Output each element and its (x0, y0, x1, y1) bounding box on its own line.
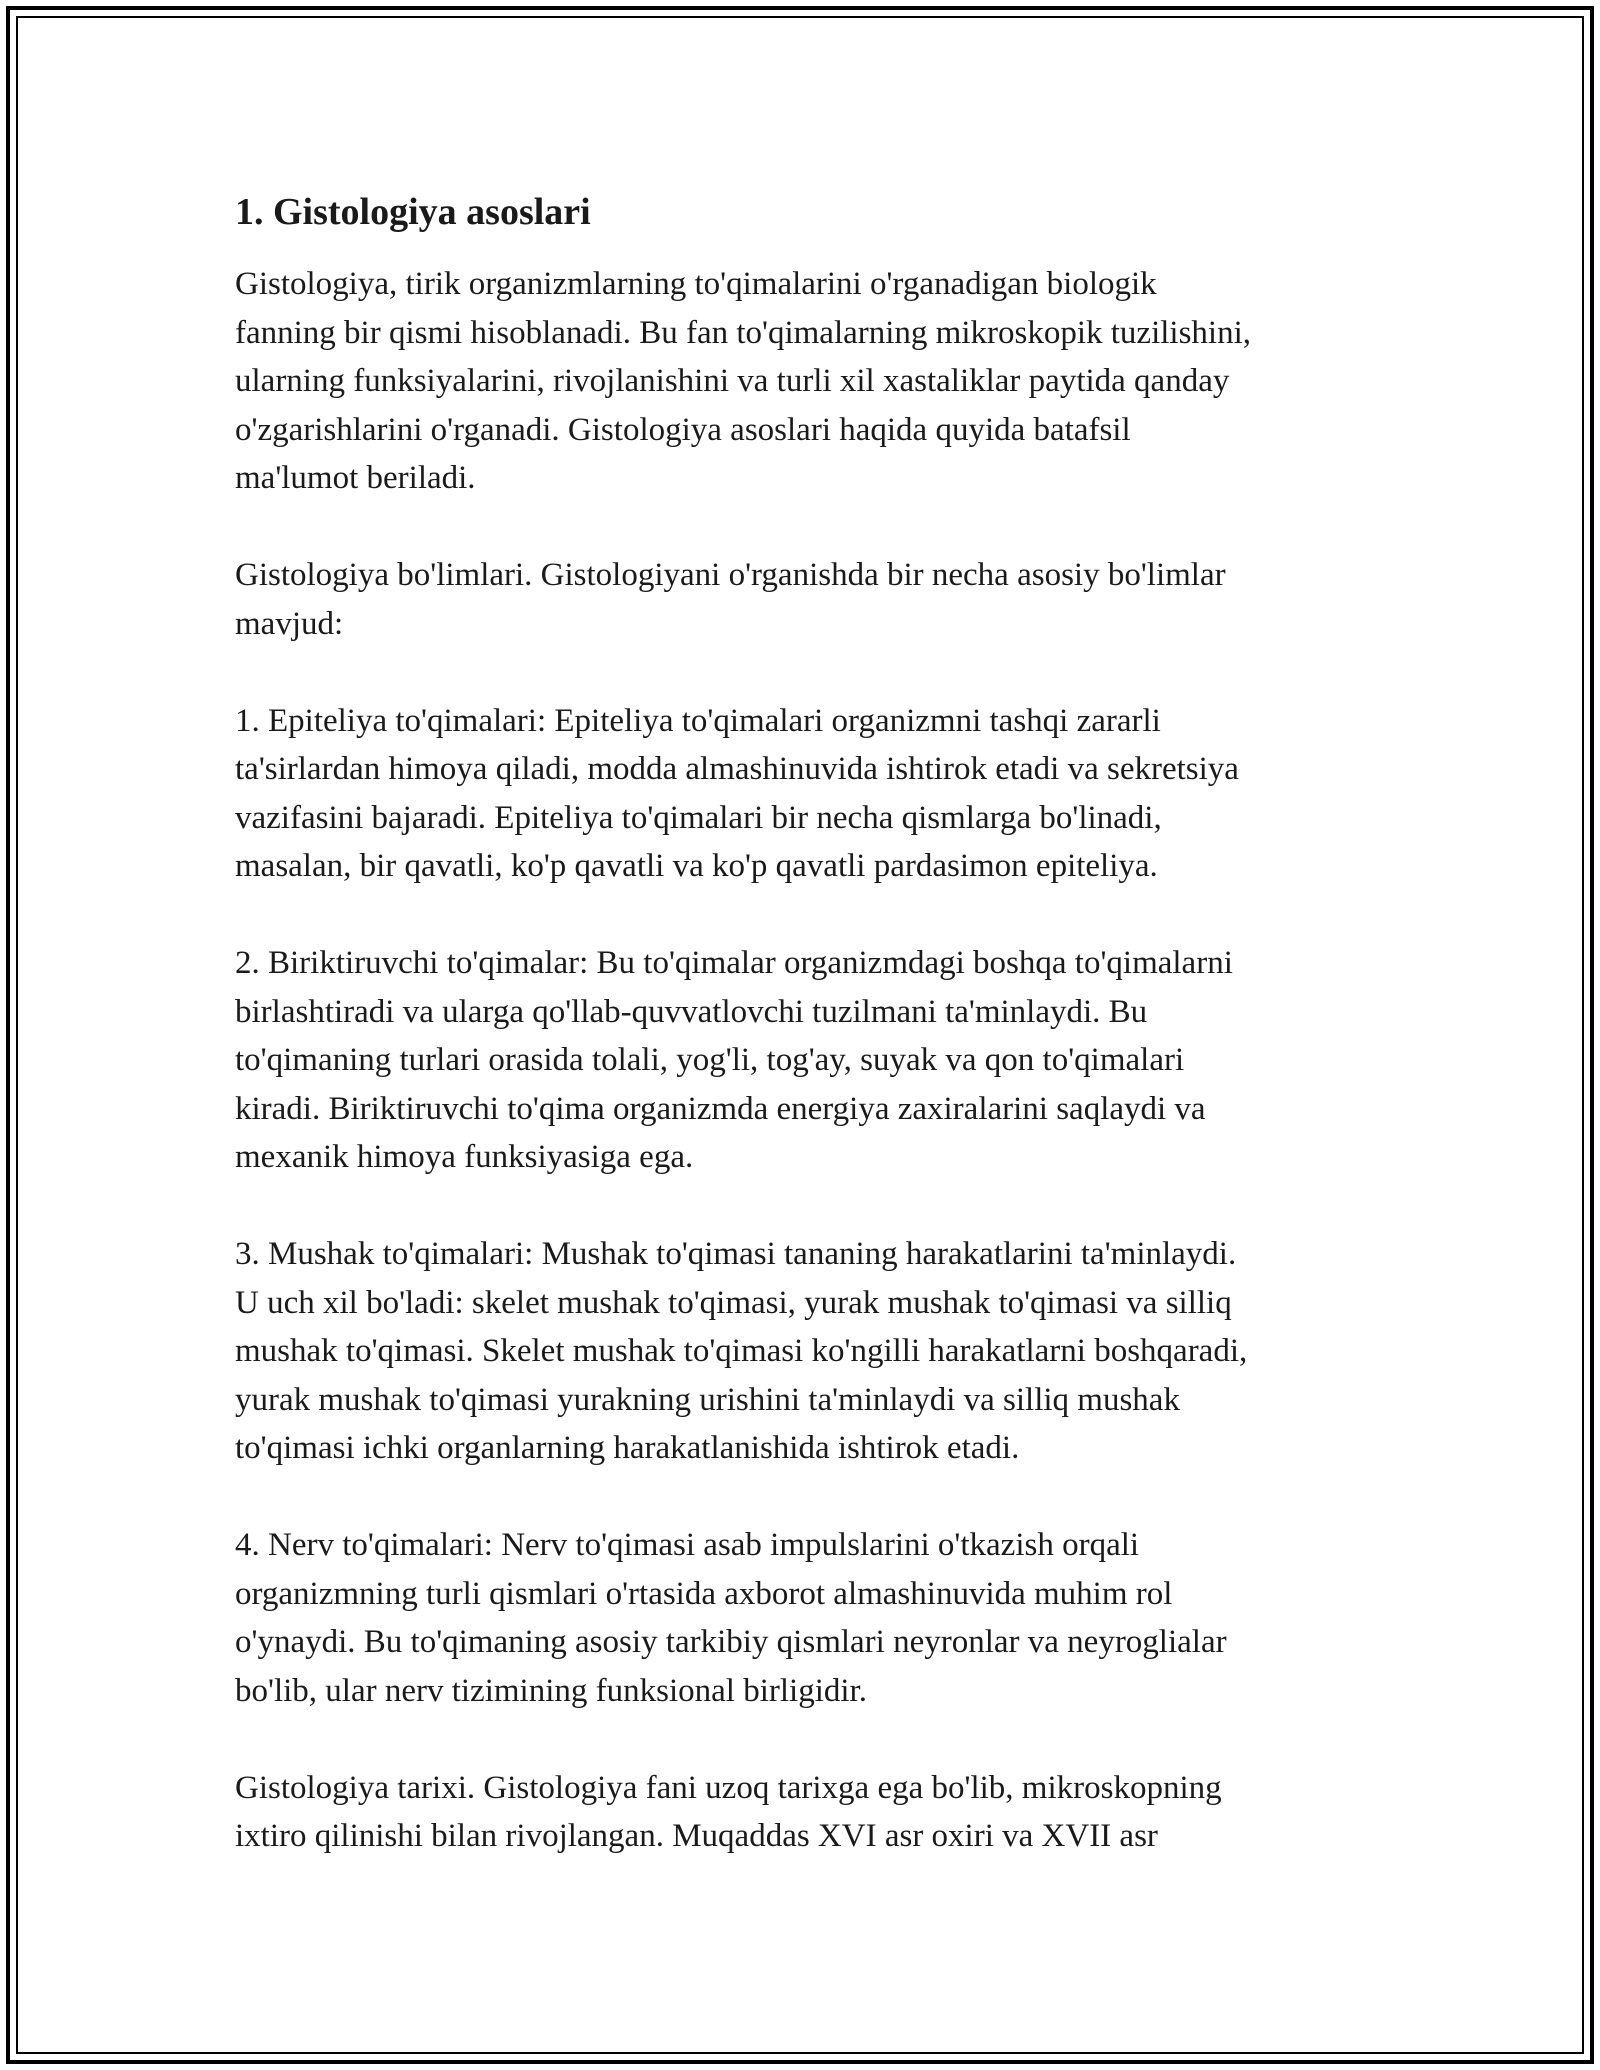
section-title: 1. Gistologiya asoslari (235, 191, 591, 233)
history-paragraph: Gistologiya tarixi. Gistologiya fani uzoq tarixga ega bo'lib, mikroskopning ixtiro qilinishi bilan rivojlangan. Muqaddas XVI asr oxiri va XVII asr (235, 1769, 1222, 1854)
sections-intro-paragraph: Gistologiya bo'limlari. Gistologiyani o'rganishda bir necha asosiy bo'limlar mavjud: (235, 557, 1226, 642)
muscle-tissue-paragraph: 3. Mushak to'qimalari: Mushak to'qimasi tananing harakatlarini ta'minlaydi. U uch xil bo'ladi: skelet mushak to'qimasi, yurak mushak to'qimasi va silliq mushak to'qimasi. Skelet mushak to'qimasi ko'ngilli harakatlarni boshqaradi, yurak mushak to'qimasi yurakning urishini ta'minlaydi va silliq mushak to'qimasi ichki organlarning harakatlanishida ishtirok etadi. (235, 1236, 1248, 1466)
nerve-tissue-paragraph: 4. Nerv to'qimalari: Nerv to'qimasi asab impulslarini o'tkazish orqali organizmning turli qismlari o'rtasida axborot almashinuvida muhim rol o'ynaydi. Bu to'qimaning asosiy tarkibiy qismlari neyronlar va neyroglialar bo'lib, ular nerv tizimining funksional birligidir. (235, 1527, 1227, 1709)
connective-tissue-paragraph: 2. Biriktiruvchi to'qimalar: Bu to'qimalar organizmdagi boshqa to'qimalarni birlashtiradi va ularga qo'llab-quvvatlovchi tuzilmani ta'minlaydi. Bu to'qimaning turlari orasida tolali, yog'li, tog'ay, suyak va qon to'qimalari kiradi. Biriktiruvchi to'qima organizmda energiya zaxiralarini saqlaydi va mexanik himoya funksiyasiga ega. (235, 945, 1233, 1175)
document-body (235, 186, 1375, 1909)
epithelial-tissue-paragraph: 1. Epiteliya to'qimalari: Epiteliya to'qimalari organizmni tashqi zararli ta'sirlardan himoya qiladi, modda almashinuvida ishtirok etadi va sekretsiya vazifasini bajaradi. Epiteliya to'qimalari bir necha qismlarga bo'linadi, masalan, bir qavatli, ko'p qavatli va ko'p qavatli pardasimon epiteliya. (235, 702, 1239, 884)
intro-paragraph: Gistologiya, tirik organizmlarning to'qimalarini o'rganadigan biologik fanning bir qismi hisoblanadi. Bu fan to'qimalarning mikroskopik tuzilishini, ularning funksiyalarini, rivojlanishini va turli xil xastaliklar paytida qanday o'zgarishlarini o'rganadi. Gistologiya asoslari haqida quyida batafsil ma'lumot beriladi. (235, 266, 1252, 496)
